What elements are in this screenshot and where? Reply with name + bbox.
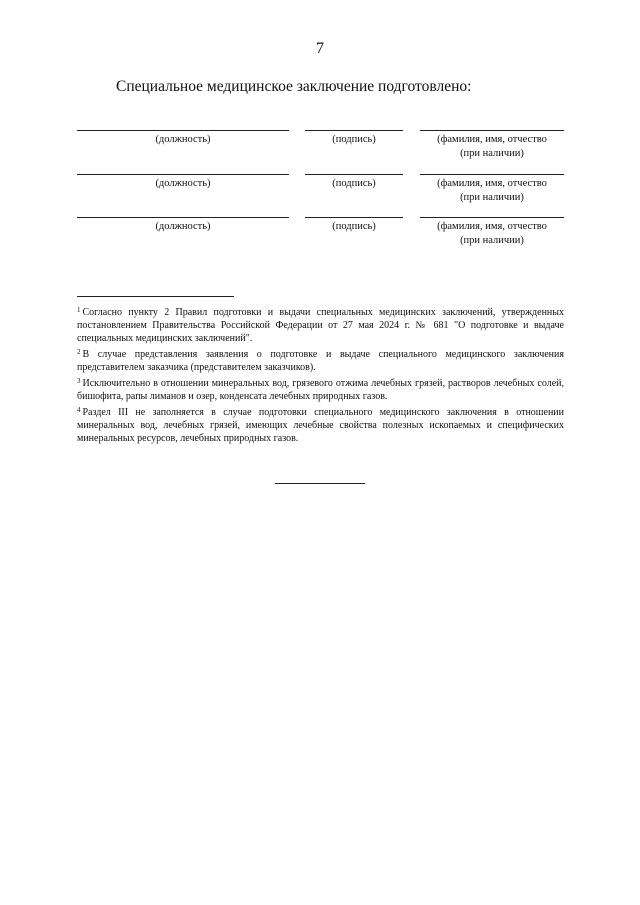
section-heading: Специальное медицинское заключение подготовлено: <box>116 78 472 95</box>
signature-label: (подпись) <box>332 134 376 145</box>
name-label-line2: (при наличии) <box>460 235 524 246</box>
position-label: (должность) <box>155 221 211 232</box>
position-field <box>77 217 289 234</box>
signature-row <box>0 130 640 170</box>
signature-label: (подпись) <box>332 178 376 189</box>
name-field <box>420 174 564 205</box>
footnote-marker: 1 <box>77 306 81 314</box>
footnote-1 <box>77 304 564 345</box>
footnotes <box>77 304 564 446</box>
name-label-line1: (фамилия, имя, отчество <box>437 221 547 232</box>
signature-row <box>0 217 640 257</box>
footnote-2 <box>77 346 564 374</box>
footnote-text: Раздел III не заполняется в случае подготовки специального медицинского заключения в отношении минеральных вод, лечебных грязей, имеющих лечебные свойства полезных ископаемых и специфических минеральных ресурсов, лечебных природных газов. <box>77 407 564 444</box>
signature-field <box>305 130 403 147</box>
signature-field <box>305 217 403 234</box>
footnote-text: В случае представления заявления о подготовке и выдаче специального медицинского заключения представителем заказчика (представителем заказчиков). <box>77 349 564 373</box>
footnote-3 <box>77 375 564 403</box>
footnote-text: Согласно пункту 2 Правил подготовки и выдачи специальных медицинских заключений, утвержденных постановлением Правительства Российской Федерации от 27 мая 2024 г. № 681 "О подготовке и выдаче специальных медицинских заключений". <box>77 307 564 344</box>
position-field <box>77 174 289 191</box>
name-label-line2: (при наличии) <box>460 192 524 203</box>
footnote-marker: 2 <box>77 348 81 356</box>
footnote-text: Исключительно в отношении минеральных вод, грязевого отжима лечебных грязей, растворов лечебных солей, бишофита, рапы лиманов и озер, конденсата лечебных природных газов. <box>77 378 564 402</box>
position-field <box>77 130 289 147</box>
end-of-document-rule <box>275 483 365 484</box>
footnote-separator <box>77 296 234 297</box>
name-label-line1: (фамилия, имя, отчество <box>437 134 547 145</box>
footnote-4 <box>77 404 564 445</box>
footnote-marker: 4 <box>77 406 81 414</box>
name-label-line1: (фамилия, имя, отчество <box>437 178 547 189</box>
signature-field <box>305 174 403 191</box>
name-field <box>420 217 564 248</box>
signature-label: (подпись) <box>332 221 376 232</box>
page-number: 7 <box>316 40 324 57</box>
position-label: (должность) <box>155 134 211 145</box>
name-field <box>420 130 564 161</box>
name-label-line2: (при наличии) <box>460 148 524 159</box>
position-label: (должность) <box>155 178 211 189</box>
footnote-marker: 3 <box>77 377 81 385</box>
signature-row <box>0 174 640 214</box>
